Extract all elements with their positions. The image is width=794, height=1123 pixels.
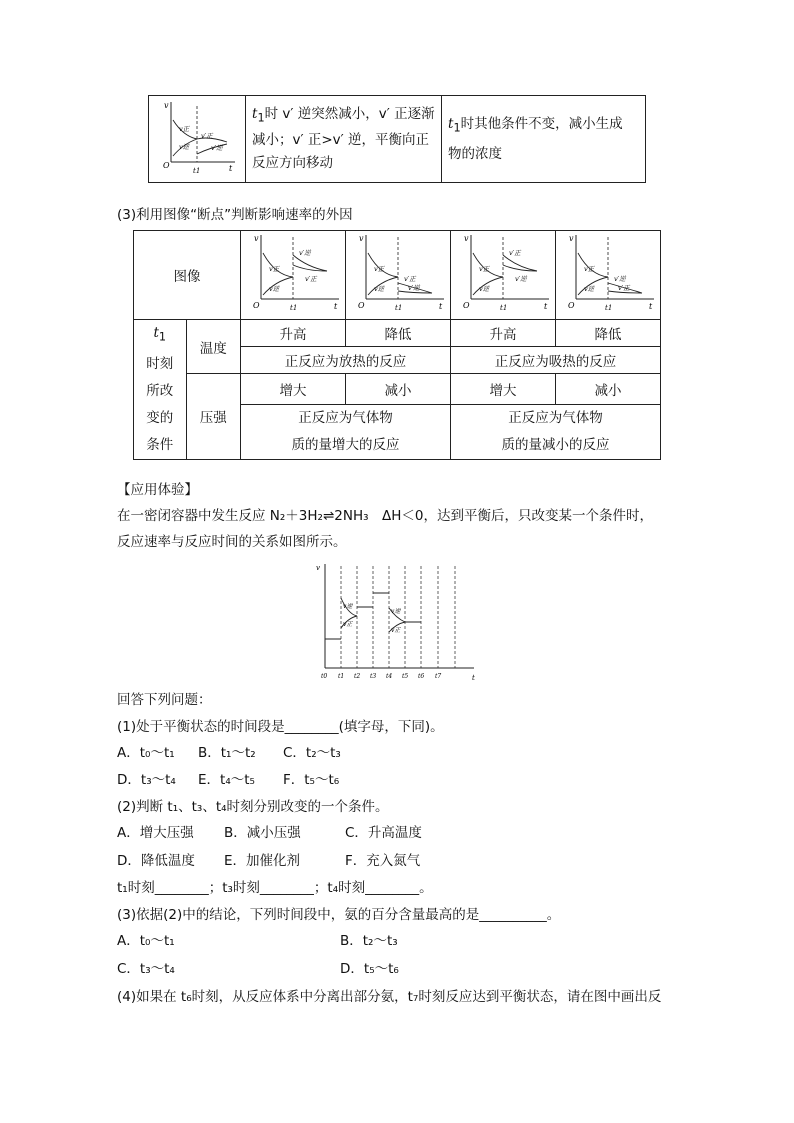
- svg-text:v逆: v逆: [373, 285, 385, 293]
- pressure-val-1: 增大: [240, 374, 345, 405]
- svg-text:v逆: v逆: [179, 143, 190, 151]
- pressure-desc-2: [450, 404, 660, 459]
- q2: (2)判断 t₁、t₃、t₄时刻分别改变的一个条件。: [117, 799, 389, 815]
- svg-text:t1: t1: [604, 304, 613, 312]
- svg-text:v′正: v′正: [201, 132, 213, 140]
- svg-text:v逆: v逆: [478, 285, 490, 293]
- svg-text:v逆: v逆: [268, 285, 280, 293]
- svg-text:t1: t1: [338, 673, 345, 680]
- graph-cell-4: [555, 231, 660, 320]
- svg-text:O: O: [567, 301, 575, 310]
- q3-opt-c: C．t₃～t₄: [117, 961, 175, 977]
- temp-val-4: 降低: [555, 320, 660, 347]
- pressure-desc-2a: 正反应为气体物: [508, 409, 603, 426]
- right-line-2: 物的浓度: [448, 146, 503, 163]
- svg-text:v正: v正: [391, 627, 401, 634]
- q1-opt-c: C．t₂～t₃: [283, 745, 341, 761]
- q3: (3)依据(2)中的结论，下列时间段中，氨的百分含量最高的是__________。: [117, 907, 561, 923]
- temp-val-1: 升高: [240, 320, 345, 347]
- pressure-desc-1b: 质的量增大的反应: [291, 436, 400, 453]
- top-table: [148, 95, 646, 183]
- rate-time-graph: [310, 560, 485, 682]
- temp-desc-1: 正反应为放热的反应: [240, 347, 450, 374]
- pressure-label-cell: [186, 374, 240, 460]
- svg-text:O: O: [163, 161, 170, 170]
- svg-text:t4: t4: [386, 673, 393, 680]
- apply-heading: 【应用体验】: [117, 482, 198, 498]
- q3-opt-b: B．t₂～t₃: [340, 933, 398, 949]
- svg-text:v正: v正: [583, 265, 595, 273]
- q1: (1)处于平衡状态的时间段是________(填字母，下同)。: [117, 719, 444, 735]
- graph-cell-1: [240, 231, 345, 320]
- svg-text:t: t: [438, 302, 443, 311]
- svg-text:t3: t3: [370, 673, 377, 680]
- svg-text:v′正: v′正: [304, 275, 317, 283]
- top-graph-cell: [149, 96, 246, 183]
- svg-text:v正: v正: [179, 125, 190, 133]
- svg-text:t: t: [648, 302, 653, 311]
- row-label-3: 所改: [146, 382, 174, 399]
- svg-text:t: t: [543, 302, 548, 311]
- t-var: t: [252, 105, 258, 122]
- q2-opt-b: B．减小压强: [224, 825, 301, 841]
- pressure-label: 压强: [199, 410, 227, 427]
- svg-text:t: t: [229, 164, 233, 173]
- graph-3: [451, 231, 555, 315]
- svg-text:O: O: [357, 301, 365, 310]
- svg-text:t1: t1: [394, 304, 403, 312]
- svg-text:v′逆: v′逆: [613, 275, 626, 283]
- row-label-sub: 1: [158, 330, 167, 344]
- svg-text:v: v: [463, 234, 469, 243]
- svg-text:t: t: [333, 302, 338, 311]
- svg-text:v′逆: v′逆: [211, 144, 223, 152]
- top-graph: [149, 96, 245, 178]
- svg-text:v′逆: v′逆: [298, 249, 311, 257]
- image-label: 图像: [173, 269, 201, 285]
- row-label-5: 条件: [146, 436, 174, 453]
- graph-4: [556, 231, 660, 315]
- svg-text:t0: t0: [321, 673, 328, 680]
- q2-blank: t₁时刻________；t₃时刻________；t₄时刻________。: [117, 880, 433, 896]
- temp-desc-2: 正反应为吸热的反应: [450, 347, 660, 374]
- svg-text:v逆: v逆: [343, 603, 353, 610]
- svg-text:O: O: [462, 301, 470, 310]
- svg-text:t1: t1: [289, 304, 298, 312]
- q3-opt-a: A．t₀～t₁: [117, 933, 175, 949]
- svg-text:v正: v正: [373, 265, 385, 273]
- svg-text:t7: t7: [435, 673, 442, 680]
- row-label-t: t: [153, 325, 159, 341]
- apply-p1: 在一密闭容器中发生反应 N₂＋3H₂⇌2NH₃ ΔH＜0，达到平衡后，只改变某一个条件时，: [117, 508, 653, 524]
- svg-text:v: v: [568, 234, 574, 243]
- top-mid-cell: [246, 96, 442, 183]
- answer-intro: 回答下列问题：: [117, 692, 212, 708]
- svg-text:v逆: v逆: [583, 285, 595, 293]
- svg-text:t1: t1: [499, 304, 508, 312]
- condition-table: [133, 230, 661, 460]
- q1-opt-a: A．t₀～t₁: [117, 745, 175, 761]
- svg-text:v: v: [358, 234, 364, 243]
- top-right-cell: [442, 96, 646, 183]
- q2-opt-f: F．充入氮气: [345, 853, 421, 869]
- temp-val-2: 降低: [345, 320, 450, 347]
- mid-line-1: 时 v′ 逆突然减小，v′ 正逐渐: [264, 105, 435, 122]
- svg-text:O: O: [252, 301, 260, 310]
- graph-cell-2: [345, 231, 450, 320]
- t-var-2: t: [448, 115, 454, 132]
- temp-label: 温度: [199, 340, 227, 357]
- svg-text:v正: v正: [343, 621, 353, 628]
- graph-cell-3: [450, 231, 555, 320]
- svg-text:t: t: [472, 674, 475, 682]
- svg-text:t6: t6: [418, 673, 425, 680]
- q1-opt-f: F．t₅～t₆: [283, 772, 340, 788]
- section3-title: (3)利用图像“断点”判断影响速率的外因: [117, 207, 353, 223]
- temp-label-cell: [186, 320, 240, 374]
- mid-line-2: 减小；v′ 正>v′ 逆，平衡向正: [252, 132, 430, 149]
- q2-opt-a: A．增大压强: [117, 825, 194, 841]
- svg-text:v正: v正: [268, 265, 280, 273]
- svg-text:v正: v正: [478, 265, 490, 273]
- mid-line-3: 反应方向移动: [252, 155, 333, 172]
- q4: (4)如果在 t₆时刻，从反应体系中分离出部分氨，t₇时刻反应达到平衡状态，请在图中画出反: [117, 989, 662, 1005]
- q1-opt-d: D．t₃～t₄: [117, 772, 176, 788]
- q1-opt-e: E．t₄～t₅: [198, 772, 255, 788]
- svg-text:t1: t1: [193, 167, 201, 175]
- t-sub-2: 1: [453, 121, 461, 135]
- pressure-val-4: 减小: [555, 374, 660, 405]
- pressure-desc-2b: 质的量减小的反应: [501, 436, 610, 453]
- row-label-cell: [134, 320, 187, 460]
- t-sub: 1: [257, 111, 265, 125]
- row-label-2: 时刻: [146, 355, 174, 372]
- pressure-desc-1: [240, 404, 450, 459]
- q2-opt-e: E．加催化剂: [224, 853, 301, 869]
- image-header-cell: [134, 231, 241, 320]
- temp-val-3: 升高: [450, 320, 555, 347]
- q1-opt-b: B．t₁～t₂: [198, 745, 256, 761]
- svg-text:v′正: v′正: [508, 249, 521, 257]
- row-label-4: 变的: [146, 409, 174, 426]
- svg-text:v: v: [253, 234, 259, 243]
- svg-text:v逆: v逆: [391, 608, 401, 615]
- apply-p2: 反应速率与反应时间的关系如图所示。: [117, 534, 347, 550]
- graph-1: [241, 231, 345, 315]
- q2-opt-c: C．升高温度: [345, 825, 422, 841]
- pressure-val-2: 减小: [345, 374, 450, 405]
- svg-text:v: v: [164, 101, 169, 110]
- graph-2: [346, 231, 450, 315]
- svg-text:v′正: v′正: [403, 275, 416, 283]
- svg-text:v′逆: v′逆: [514, 275, 527, 283]
- q3-opt-d: D．t₅～t₆: [340, 961, 399, 977]
- pressure-val-3: 增大: [450, 374, 555, 405]
- right-line-1: 时其他条件不变，减小生成: [460, 115, 623, 132]
- pressure-desc-1a: 正反应为气体物: [298, 409, 393, 426]
- svg-text:v′逆: v′逆: [407, 284, 420, 292]
- svg-text:v: v: [316, 564, 320, 572]
- q2-opt-d: D．降低温度: [117, 853, 195, 869]
- svg-text:t5: t5: [402, 673, 409, 680]
- svg-text:t2: t2: [354, 673, 361, 680]
- svg-text:v′正: v′正: [617, 284, 630, 292]
